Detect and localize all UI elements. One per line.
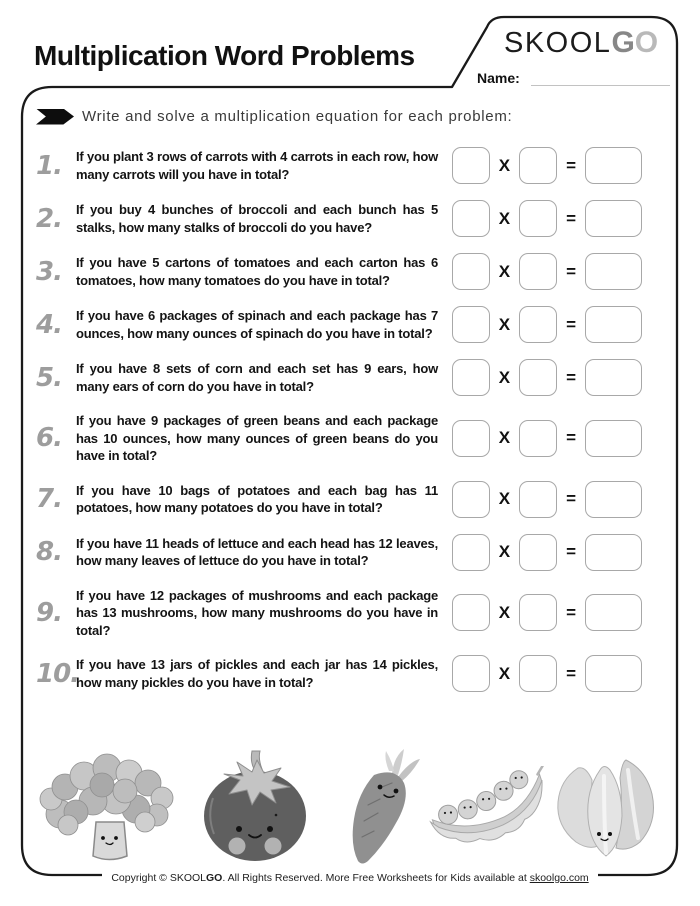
problem-text: If you plant 3 rows of carrots with 4 carrots in each row, how many carrots will you have in total? — [76, 149, 438, 182]
factor-1-input[interactable] — [452, 306, 490, 343]
problem-number: 1. — [36, 150, 62, 181]
instruction-row — [36, 108, 512, 125]
lettuce-illustration — [548, 750, 660, 862]
logo-text-o: O — [634, 26, 659, 59]
equals-symbol: = — [566, 367, 576, 387]
multiply-symbol: X — [498, 314, 511, 334]
factor-1-input[interactable] — [452, 147, 490, 184]
problem-row — [36, 412, 642, 465]
footer-copyright-middle: . All Rights Reserved. More Free Worksheets for Kids available at — [222, 872, 530, 884]
equation-group — [452, 253, 642, 290]
multiply-symbol: X — [498, 155, 511, 175]
factor-2-input[interactable] — [519, 594, 557, 631]
multiply-symbol: X — [498, 602, 511, 622]
product-input[interactable] — [585, 306, 642, 343]
factor-1-input[interactable] — [452, 481, 490, 518]
equals-symbol: = — [566, 428, 576, 448]
product-input[interactable] — [585, 594, 642, 631]
problem-number: 8. — [36, 537, 62, 567]
multiply-symbol: X — [498, 489, 511, 508]
problem-row — [36, 147, 642, 184]
multiply-symbol: X — [498, 261, 511, 281]
logo-text-g: G — [611, 26, 635, 59]
equation-group — [452, 481, 642, 518]
equation-group — [452, 594, 642, 631]
equation-group — [452, 200, 642, 237]
instruction-text: Write and solve a multiplication equation for each problem: — [82, 108, 513, 125]
factor-2-input[interactable] — [519, 359, 557, 396]
product-input[interactable] — [585, 534, 642, 571]
equation-group — [452, 359, 642, 396]
multiply-symbol: X — [498, 428, 511, 448]
equation-group — [452, 655, 642, 692]
equals-symbol: = — [566, 602, 576, 622]
footer-copyright-text: Copyright © SKOOL — [111, 872, 207, 884]
factor-1-input[interactable] — [452, 594, 490, 631]
page-title: Multiplication Word Problems — [34, 40, 415, 71]
problems-list — [36, 147, 642, 708]
factor-2-input[interactable] — [519, 655, 557, 692]
product-input[interactable] — [585, 200, 642, 237]
equals-symbol: = — [566, 663, 576, 683]
problem-number: 10. — [36, 658, 80, 689]
factor-1-input[interactable] — [452, 200, 490, 237]
problem-text: If you have 13 jars of pickles and each jar has 14 pickles, how many pickles do you have in total? — [76, 657, 438, 690]
product-input[interactable] — [585, 147, 642, 184]
footer — [0, 868, 700, 886]
problem-number: 2. — [36, 203, 62, 234]
problem-number: 4. — [36, 309, 62, 340]
carrot-illustration — [336, 748, 424, 868]
factor-2-input[interactable] — [519, 200, 557, 237]
equals-symbol: = — [566, 542, 576, 561]
footer-copyright-bold: GO — [206, 872, 223, 884]
problem-number: 7. — [36, 484, 62, 514]
problem-number: 9. — [36, 597, 62, 628]
name-label: Name: — [477, 70, 520, 86]
equation-group — [452, 306, 642, 343]
problem-number: 5. — [36, 362, 62, 393]
skoolgo-link[interactable]: skoolgo.com — [529, 872, 589, 884]
factor-2-input[interactable] — [519, 481, 557, 518]
equals-symbol: = — [566, 314, 576, 334]
multiply-symbol: X — [498, 663, 511, 683]
problem-row — [36, 253, 642, 290]
product-input[interactable] — [585, 481, 642, 518]
factor-2-input[interactable] — [519, 147, 557, 184]
problem-text: If you have 9 packages of green beans and each package has 10 ounces, how many ounces of green beans do you have in total? — [76, 413, 438, 463]
problem-text: If you have 6 packages of spinach and each package has 7 ounces, how many ounces of spinach do you have in total? — [76, 308, 438, 341]
equals-symbol: = — [566, 155, 576, 175]
equals-symbol: = — [566, 261, 576, 281]
multiply-symbol: X — [498, 367, 511, 387]
broccoli-illustration — [32, 752, 184, 862]
product-input[interactable] — [585, 655, 642, 692]
equation-group — [452, 534, 642, 571]
problem-row — [36, 481, 642, 518]
problem-number: 3. — [36, 256, 62, 287]
equals-symbol: = — [566, 489, 576, 508]
product-input[interactable] — [585, 359, 642, 396]
problem-text: If you have 12 packages of mushrooms and each package has 13 mushrooms, how many mushrooms do you have in total? — [76, 587, 438, 638]
equation-group — [452, 420, 642, 457]
product-input[interactable] — [585, 420, 642, 457]
problem-text: If you have 8 sets of corn and each set has 9 ears, how many ears of corn do you have in total? — [76, 361, 438, 394]
factor-1-input[interactable] — [452, 359, 490, 396]
problem-text: If you have 11 heads of lettuce and each head has 12 leaves, how many leaves of lettuce do you have in total? — [76, 535, 438, 568]
factor-1-input[interactable] — [452, 534, 490, 571]
problem-text: If you have 5 cartons of tomatoes and each carton has 6 tomatoes, how many tomatoes do you have in total? — [76, 255, 438, 288]
factor-2-input[interactable] — [519, 253, 557, 290]
factor-1-input[interactable] — [452, 253, 490, 290]
problem-number: 6. — [36, 423, 62, 454]
factor-1-input[interactable] — [452, 420, 490, 457]
right-arrow-icon — [36, 109, 74, 125]
factor-2-input[interactable] — [519, 534, 557, 571]
factor-1-input[interactable] — [452, 655, 490, 692]
problem-row — [36, 655, 642, 692]
problem-row — [36, 306, 642, 343]
problem-text: If you buy 4 bunches of broccoli and each bunch has 5 stalks, how many stalks of broccoli do you have? — [76, 202, 438, 235]
problem-row — [36, 534, 642, 571]
pea-pod-illustration — [426, 766, 548, 858]
tomato-illustration — [200, 748, 310, 863]
problem-text: If you have 10 bags of potatoes and each bag has 11 potatoes, how many potatoes do you have in total? — [76, 482, 438, 515]
problem-row — [36, 587, 642, 640]
factor-2-input[interactable] — [519, 306, 557, 343]
logo-text-skool: SKOOL — [504, 27, 612, 59]
factor-2-input[interactable] — [519, 420, 557, 457]
product-input[interactable] — [585, 253, 642, 290]
multiply-symbol: X — [498, 208, 511, 228]
multiply-symbol: X — [498, 542, 511, 561]
problem-row — [36, 200, 642, 237]
skoolgo-logo — [504, 26, 658, 60]
equation-group — [452, 147, 642, 184]
problem-row — [36, 359, 642, 396]
equals-symbol: = — [566, 208, 576, 228]
name-input-line[interactable] — [531, 85, 670, 86]
